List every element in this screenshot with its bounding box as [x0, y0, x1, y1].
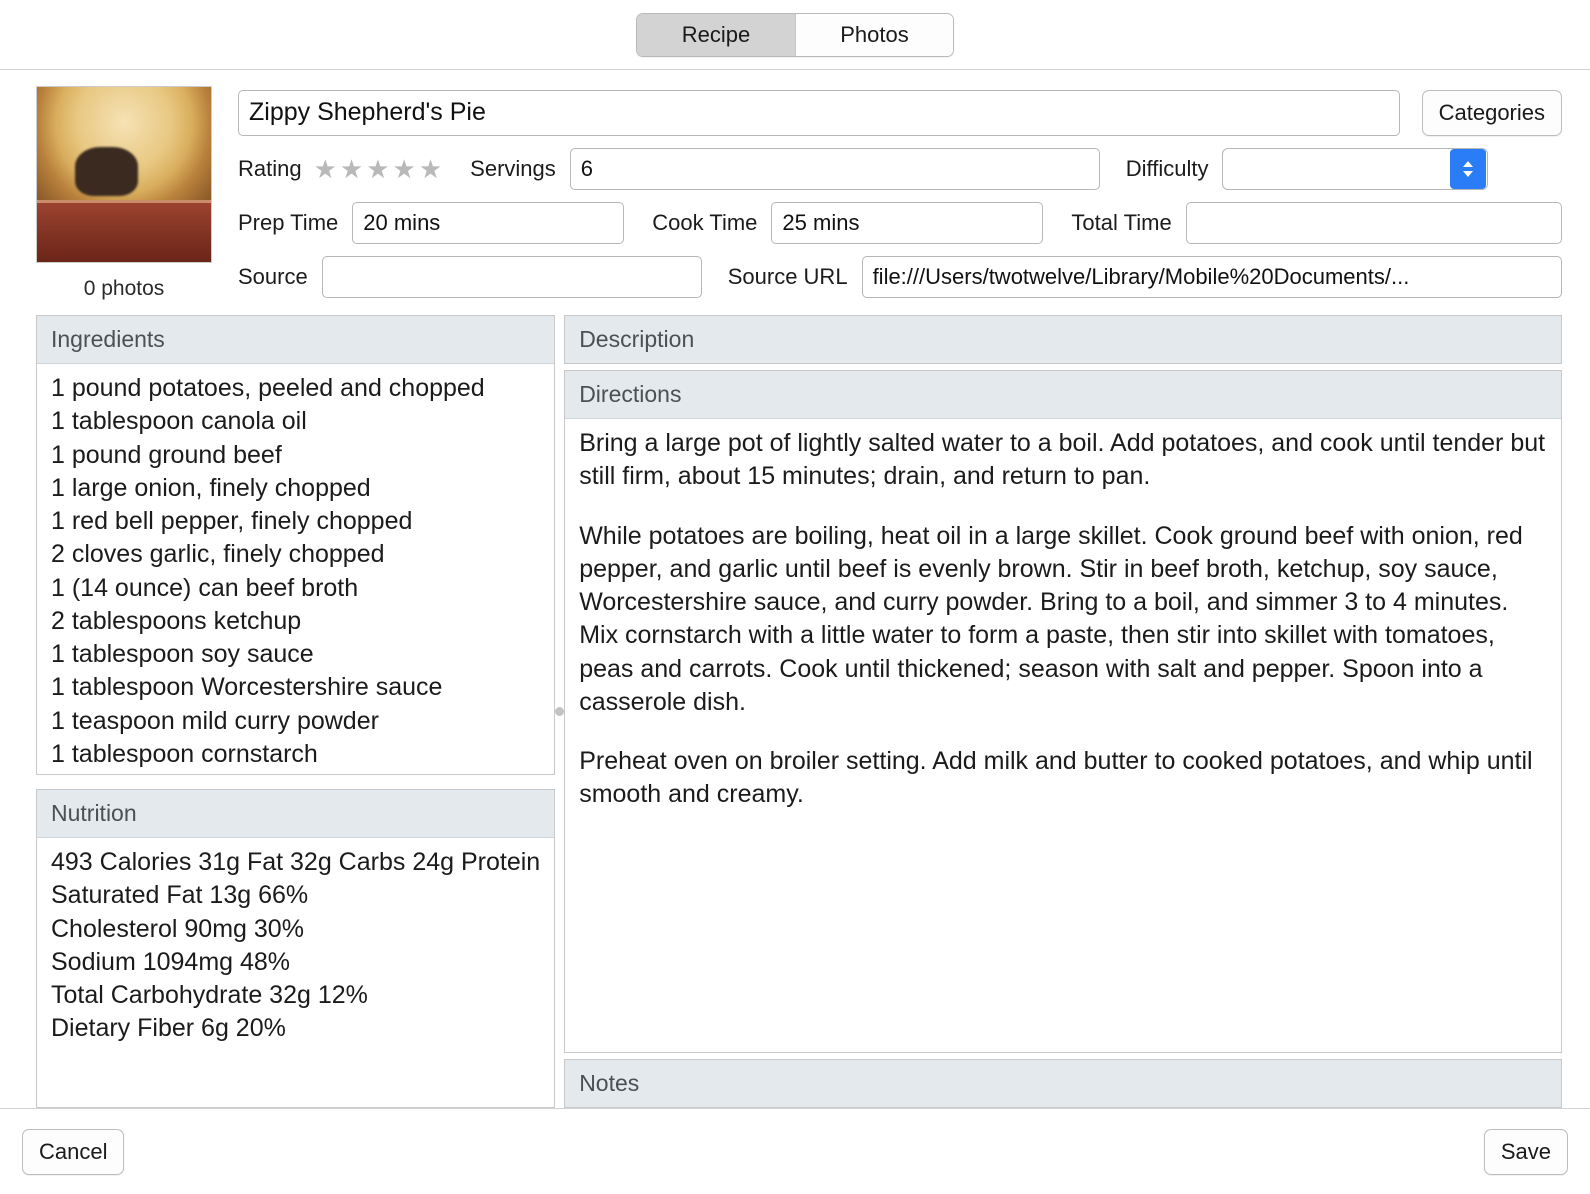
save-button[interactable]: Save: [1484, 1129, 1568, 1175]
fields-column: [212, 90, 1562, 298]
ingredient-line: 2 cloves garlic, finely chopped: [51, 540, 385, 569]
ingredient-line: 2 tablespoons ketchup: [51, 606, 302, 635]
chevron-up-down-icon[interactable]: [1450, 149, 1486, 189]
categories-button[interactable]: Categories: [1422, 90, 1562, 136]
title-row: [238, 90, 1562, 136]
photo-count-label: 0 photos: [83, 277, 165, 300]
ingredient-line: 1 tablespoon canola oil: [51, 407, 307, 436]
tab-photos[interactable]: Photos: [795, 14, 953, 56]
panel-splitter[interactable]: [555, 315, 564, 1108]
recipe-header-form: [0, 70, 1590, 307]
ingredients-title: Ingredients: [37, 316, 554, 364]
source-label: Source: [238, 263, 308, 289]
ingredient-line: 1 tablespoon soy sauce: [51, 640, 314, 668]
cancel-button[interactable]: Cancel: [22, 1129, 124, 1175]
nutrition-text[interactable]: [37, 838, 554, 1107]
right-column: [564, 315, 1562, 1108]
photo-column: [36, 86, 212, 301]
directions-paragraph: Bring a large pot of lightly salted water to a boil. Add potatoes, and cook until tender but still firm, about 15 minutes; drain, and return to pan.: [579, 429, 1546, 491]
rating-stars[interactable]: [313, 153, 443, 184]
prep-time-input[interactable]: 20 mins: [352, 202, 624, 244]
dialog-footer: [0, 1108, 1590, 1194]
nutrition-title: Nutrition: [37, 790, 554, 838]
total-time-label: Total Time: [1071, 209, 1172, 235]
segmented-control[interactable]: [636, 13, 954, 57]
directions-paragraph: Preheat oven on broiler setting. Add milk and butter to cooked potatoes, and whip until smooth and creamy.: [579, 747, 1533, 809]
nutrition-line: Cholesterol 90mg 30%: [51, 914, 304, 943]
description-panel-header[interactable]: Description: [564, 315, 1562, 364]
ingredient-line: 1 (14 ounce) can beef broth: [51, 573, 359, 602]
directions-paragraph: While potatoes are boiling, heat oil in a large skillet. Cook ground beef with onion, red pepper, and garlic until beef is evenly brown. Stir in beef broth, ketchup, soy sauce, Worcestershire sauce, and curry powder. Bring to a boil, and simmer 3 to 4 minutes. Mix cornstarch with a little water to form a paste, then stir into skillet with tomatoes, peas and carrots. Cook until thickened; season with salt and pepper. Spoon into a casserole dish.: [579, 521, 1523, 716]
times-row: [238, 202, 1562, 244]
nutrition-line: Dietary Fiber 6g 20%: [51, 1014, 286, 1043]
rating-servings-difficulty-row: [238, 148, 1562, 190]
total-time-input[interactable]: [1186, 202, 1562, 244]
splitter-handle-icon[interactable]: [555, 707, 564, 716]
ingredient-line: 1 tablespoon cornstarch: [51, 739, 318, 768]
servings-input[interactable]: 6: [570, 148, 1100, 190]
editor-body: [0, 307, 1590, 1108]
source-row: [238, 256, 1562, 298]
directions-text[interactable]: [565, 419, 1561, 1052]
tab-recipe[interactable]: Recipe: [637, 14, 795, 56]
ingredient-line: 1 teaspoon mild curry powder: [51, 706, 379, 735]
star-icon-4[interactable]: ★: [392, 153, 416, 184]
star-icon-1[interactable]: ★: [313, 153, 337, 184]
directions-panel: [564, 370, 1562, 1053]
directions-title: Directions: [565, 371, 1561, 419]
ingredients-text[interactable]: [37, 364, 554, 774]
source-url-label: Source URL: [727, 263, 848, 289]
cook-time-input[interactable]: 25 mins: [771, 202, 1043, 244]
source-url-input[interactable]: file:///Users/twotwelve/Library/Mobile%20Documents/...: [862, 256, 1562, 298]
servings-label: Servings: [470, 155, 556, 181]
left-column: [36, 315, 555, 1108]
nutrition-panel: [36, 789, 555, 1108]
nutrition-line: Sodium 1094mg 48%: [51, 947, 291, 976]
ingredient-line: 1 pound ground beef: [51, 440, 282, 469]
source-input[interactable]: [322, 256, 702, 298]
star-icon-2[interactable]: ★: [339, 153, 364, 184]
difficulty-select[interactable]: [1222, 148, 1488, 190]
ingredients-panel: [36, 315, 555, 775]
notes-panel-header[interactable]: Notes: [564, 1059, 1562, 1108]
nutrition-line: Total Carbohydrate 32g 12%: [51, 981, 368, 1009]
header-main-row: [36, 86, 1562, 301]
title-input[interactable]: Zippy Shepherd's Pie: [238, 90, 1400, 136]
tab-bar: [0, 0, 1590, 70]
ingredient-line: 1 red bell pepper, finely chopped: [51, 507, 413, 535]
star-icon-3[interactable]: ★: [366, 153, 390, 184]
prep-time-label: Prep Time: [238, 209, 339, 235]
star-icon-5[interactable]: ★: [418, 153, 443, 184]
nutrition-line: 493 Calories 31g Fat 32g Carbs 24g Protein: [51, 848, 541, 876]
recipe-thumbnail-image[interactable]: [36, 86, 212, 263]
rating-label: Rating: [238, 155, 302, 181]
ingredient-line: 1 large onion, finely chopped: [51, 473, 371, 502]
difficulty-label: Difficulty: [1125, 155, 1209, 181]
ingredient-line: 1 tablespoon Worcestershire sauce: [51, 673, 443, 702]
ingredient-line: 1 pound potatoes, peeled and chopped: [51, 374, 485, 402]
cook-time-label: Cook Time: [652, 209, 758, 235]
nutrition-line: Saturated Fat 13g 66%: [51, 881, 309, 910]
